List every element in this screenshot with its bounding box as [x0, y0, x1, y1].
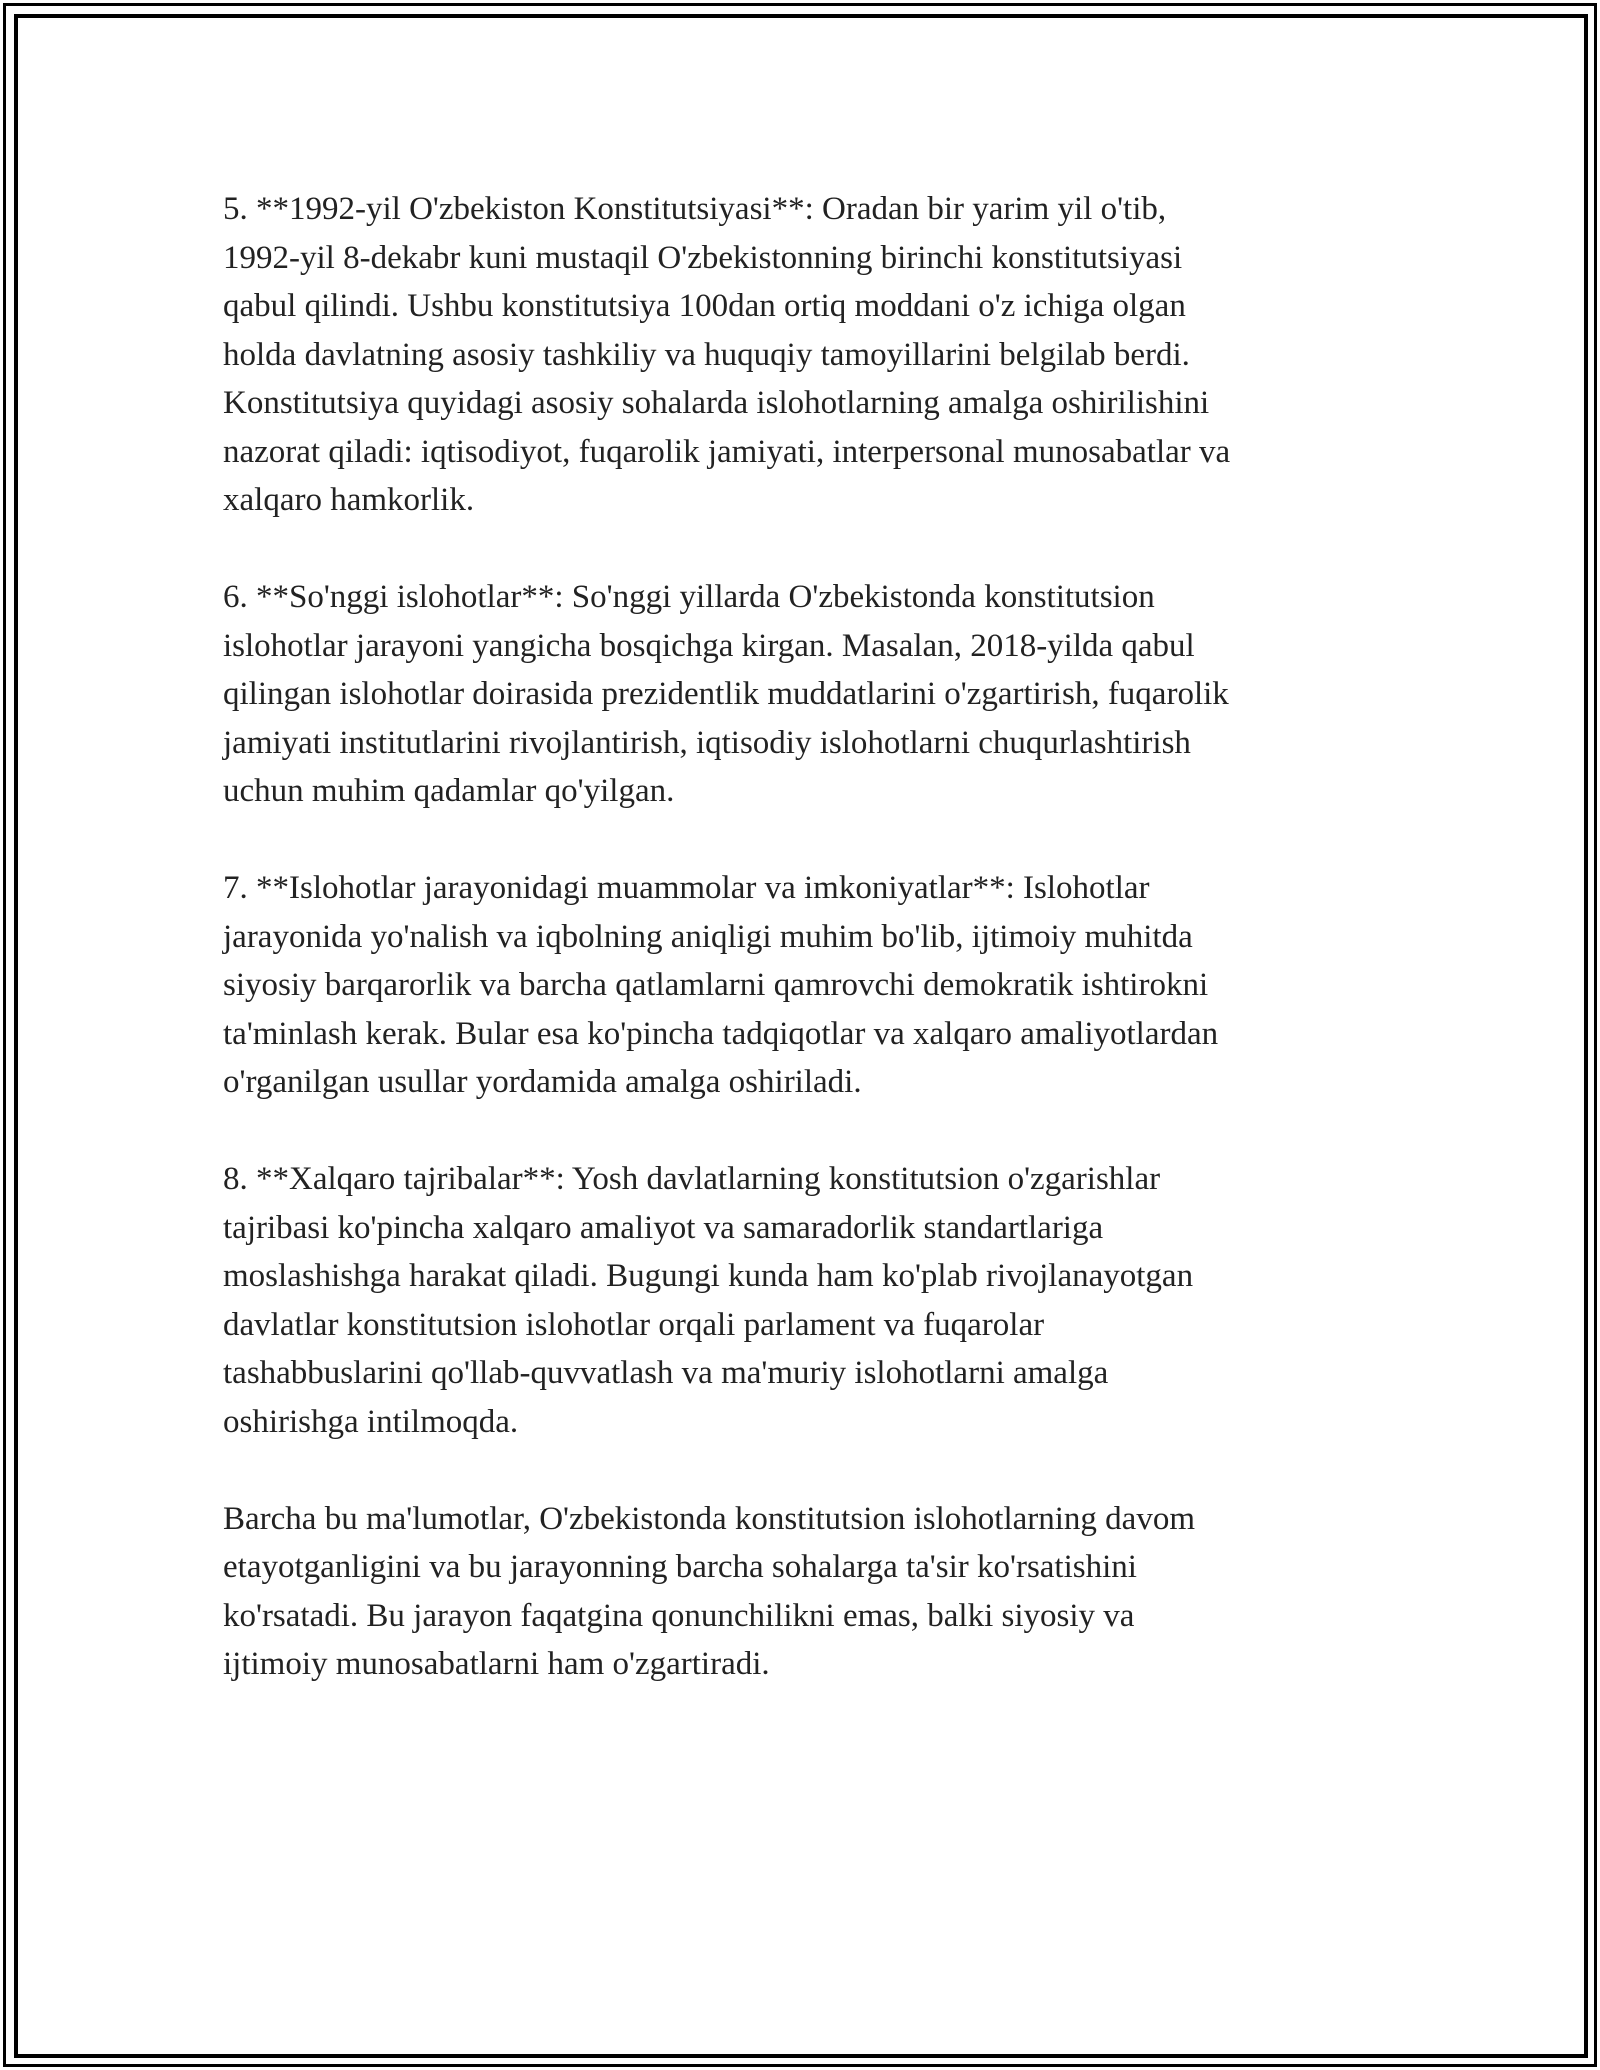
document-body: [223, 185, 1373, 1689]
paragraph-reform-problems-opportunities: 7. **Islohotlar jarayonidagi muammolar va imkoniyatlar**: Islohotlar jarayonida yo'nalish va iqbolning aniqligi muhim bo'lib, ijtimoiy muhitda siyosiy barqarorlik va barcha qatlamlarni qamrovchi demokratik ishtirokni ta'minlash kerak. Bular esa ko'pincha tadqiqotlar va xalqaro amaliyotlardan o'rganilgan usullar yordamida amalga oshiriladi.: [223, 870, 1219, 1100]
paragraph-constitution-1992: 5. **1992-yil O'zbekiston Konstitutsiyasi**: Oradan bir yarim yil o'tib, 1992-yil 8-dekabr kuni mustaqil O'zbekistonning birinchi konstitutsiyasi qabul qilindi. Ushbu konstitutsiya 100dan ortiq moddani o'z ichiga olgan holda davlatning asosiy tashkiliy va huquqiy tamoyillarini belgilab berdi. Konstitutsiya quyidagi asosiy sohalarda islohotlarning amalga oshirilishini nazorat qiladi: iqtisodiyot, fuqarolik jamiyati, interpersonal munosabatlar va xalqaro hamkorlik.: [223, 191, 1231, 518]
paragraph-recent-reforms: 6. **So'nggi islohotlar**: So'nggi yillarda O'zbekistonda konstitutsion islohotlar jarayoni yangicha bosqichga kirgan. Masalan, 2018-yilda qabul qilingan islohotlar doirasida prezidentlik muddatlarini o'zgartirish, fuqarolik jamiyati institutlarini rivojlantirish, iqtisodiy islohotlarni chuqurlashtirish uchun muhim qadamlar qo'yilgan.: [223, 579, 1229, 809]
paragraph-conclusion: Barcha bu ma'lumotlar, O'zbekistonda konstitutsion islohotlarning davom etayotganligini va bu jarayonning barcha sohalarga ta'sir ko'rsatishini ko'rsatadi. Bu jarayon faqatgina qonunchilikni emas, balki siyosiy va ijtimoiy munosabatlarni ham o'zgartiradi.: [223, 1500, 1196, 1682]
paragraph-international-experience: 8. **Xalqaro tajribalar**: Yosh davlatlarning konstitutsion o'zgarishlar tajribasi ko'pincha xalqaro amaliyot va samaradorlik standartlariga moslashishga harakat qiladi. Bugungi kunda ham ko'plab rivojlanayotgan davlatlar konstitutsion islohotlar orqali parlament va fuqarolar tashabbuslarini qo'llab-quvvatlash va ma'muriy islohotlarni amalga oshirishga intilmoqda.: [223, 1161, 1194, 1440]
